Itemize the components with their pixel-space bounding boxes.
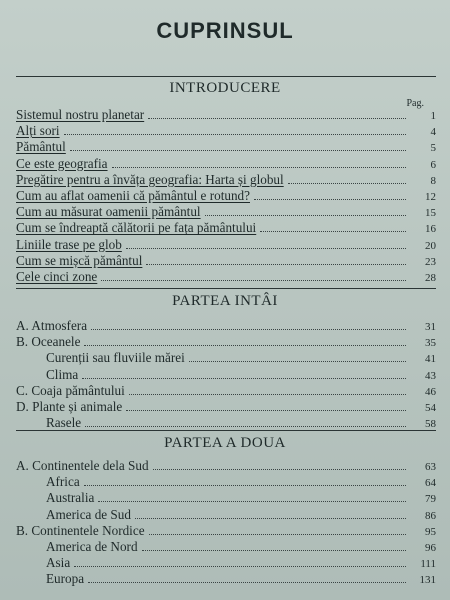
toc-introducere	[16, 107, 436, 285]
toc-entry: Sistemul nostru planetar 1	[16, 107, 436, 122]
page-column-label: Pag.	[406, 98, 424, 109]
toc-entry: Pregătire pentru a învăța geografia: Harta și globul 8	[16, 171, 436, 187]
toc-entry: B. Oceanele 35	[16, 334, 436, 350]
toc-entry: Cum se îndreaptă călătorii pe fața pământului 16	[16, 220, 436, 236]
toc-entry: Cele cinci zone 28	[16, 268, 436, 284]
toc-entry: Australia 79	[46, 490, 436, 506]
toc-entry: Cum au aflat oamenii că pământul e rotund? 12	[16, 187, 436, 203]
section-rule-top	[16, 76, 436, 77]
toc-entry: A. Continentele dela Sud 63	[16, 458, 436, 473]
toc-entry: America de Nord 96	[46, 538, 436, 554]
toc-entry: Liniile trase pe glob 20	[16, 236, 436, 252]
section-rule	[16, 430, 436, 431]
toc-entry: A. Atmosfera 31	[16, 318, 436, 333]
toc-entry: Curenții sau fluviile mărei 41	[46, 350, 436, 366]
toc-entry: Cum se mișcă pământul 23	[16, 252, 436, 268]
toc-entry: Europa 131	[46, 571, 436, 587]
section-heading-partea-intai: PARTEA INTÂI	[172, 293, 278, 309]
toc-entry: Alți sori 4	[16, 123, 436, 139]
page-title: CUPRINSUL	[156, 18, 294, 43]
toc-entry: Pământul 5	[16, 139, 436, 155]
toc-entry: Asia 111	[46, 555, 436, 571]
section-rule	[16, 288, 436, 289]
toc-entry: C. Coaja pământului 46	[16, 382, 436, 398]
toc-entry: America de Sud 86	[46, 506, 436, 522]
toc-entry: Cum au măsurat oamenii pământul 15	[16, 204, 436, 220]
toc-partea-a-doua	[16, 458, 436, 588]
toc-entry: B. Continentele Nordice 95	[16, 522, 436, 538]
section-heading-partea-a-doua: PARTEA A DOUA	[164, 435, 286, 451]
toc-entry: D. Plante și animale 54	[16, 398, 436, 414]
toc-entry: Ce este geografia 6	[16, 155, 436, 171]
toc-entry: Africa 64	[46, 474, 436, 490]
toc-entry: Clima 43	[46, 366, 436, 382]
toc-entry: Rasele 58	[46, 415, 436, 431]
toc-partea-intai	[16, 318, 436, 431]
section-heading-introducere: INTRODUCERE	[169, 80, 281, 96]
